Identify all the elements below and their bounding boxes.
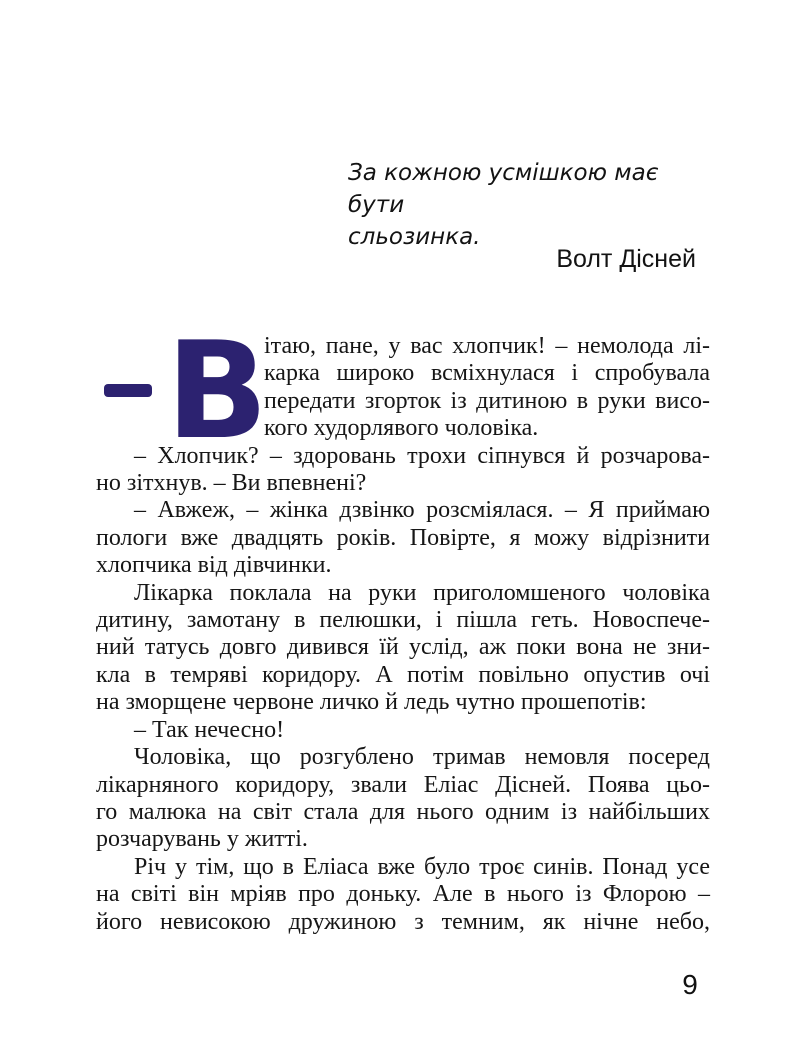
text-line: Річ у тім, що в Еліаса вже було троє синів. Понад усе [134, 853, 710, 880]
paragraph-4 [96, 580, 710, 717]
epigraph-line-1: За кожною усмішкою має бути [348, 160, 659, 218]
text-line: передати згорток із дитиною в руки висо- [264, 387, 710, 414]
text-line: пологи вже двадцять років. Повірте, я можу відрізнити [96, 524, 710, 551]
body-text [96, 313, 710, 936]
text-line: на світі він мріяв про доньку. Але в нього із Флорою – [96, 881, 710, 908]
text-line: Чоловіка, що розгублено тримав немовля посеред [134, 744, 710, 771]
text-line: хлопчика від дівчинки. [96, 552, 332, 579]
text-line: його невисокою дружиною з темним, як нічне небо, [96, 908, 710, 935]
text-line: кого худорлявого чоловіка. [264, 415, 539, 442]
text-line: – Так нечесно! [134, 716, 285, 743]
dropcap-graphic [96, 313, 269, 469]
dropcap-dash [104, 384, 152, 397]
text-line: го малюка на світ стала для нього одним із найбільших [96, 798, 710, 825]
paragraph-6 [96, 744, 710, 854]
epigraph-attribution: Волт Дісней [556, 245, 696, 273]
text-line: Лікарка поклала на руки приголомшеного чоловіка [134, 579, 710, 606]
text-line: ітаю, пане, у вас хлопчик! – немолода лі- [264, 333, 710, 359]
text-line: лікарняного коридору, звали Еліас Дісней. Поява цьо- [96, 771, 710, 798]
text-line: ний татусь довго дивився їй услід, аж поки вона не зни- [96, 634, 710, 661]
page-number: 9 [682, 969, 698, 1000]
text-line: карка широко всміхнулася і спробувала [264, 360, 710, 387]
text-line: – Хлопчик? – здоровань трохи сіпнувся й розчарова- [134, 442, 710, 469]
text-line: на зморщене червоне личко й ледь чутно прошепотів: [96, 689, 647, 716]
dropcap [96, 313, 269, 469]
paragraph-5 [96, 717, 710, 744]
text-line: розчарувань у житті. [96, 826, 308, 853]
epigraph [348, 157, 718, 253]
paragraph-7 [96, 854, 710, 936]
text-line: – Авжеж, – жінка дзвінко розсміялася. – Я приймаю [134, 497, 710, 524]
text-line: дитину, замотану в пелюшки, і пішла геть. Новоспече- [96, 607, 710, 634]
text-line: кла в темряві коридору. А потім повільно опустив очі [96, 661, 710, 688]
dropcap-letter: В [166, 313, 269, 469]
epigraph-line-2: сльозинка. [348, 224, 481, 250]
text-line: но зітхнув. – Ви впевнені? [96, 470, 367, 497]
paragraph-3 [96, 497, 710, 579]
paragraph-2 [96, 443, 710, 498]
